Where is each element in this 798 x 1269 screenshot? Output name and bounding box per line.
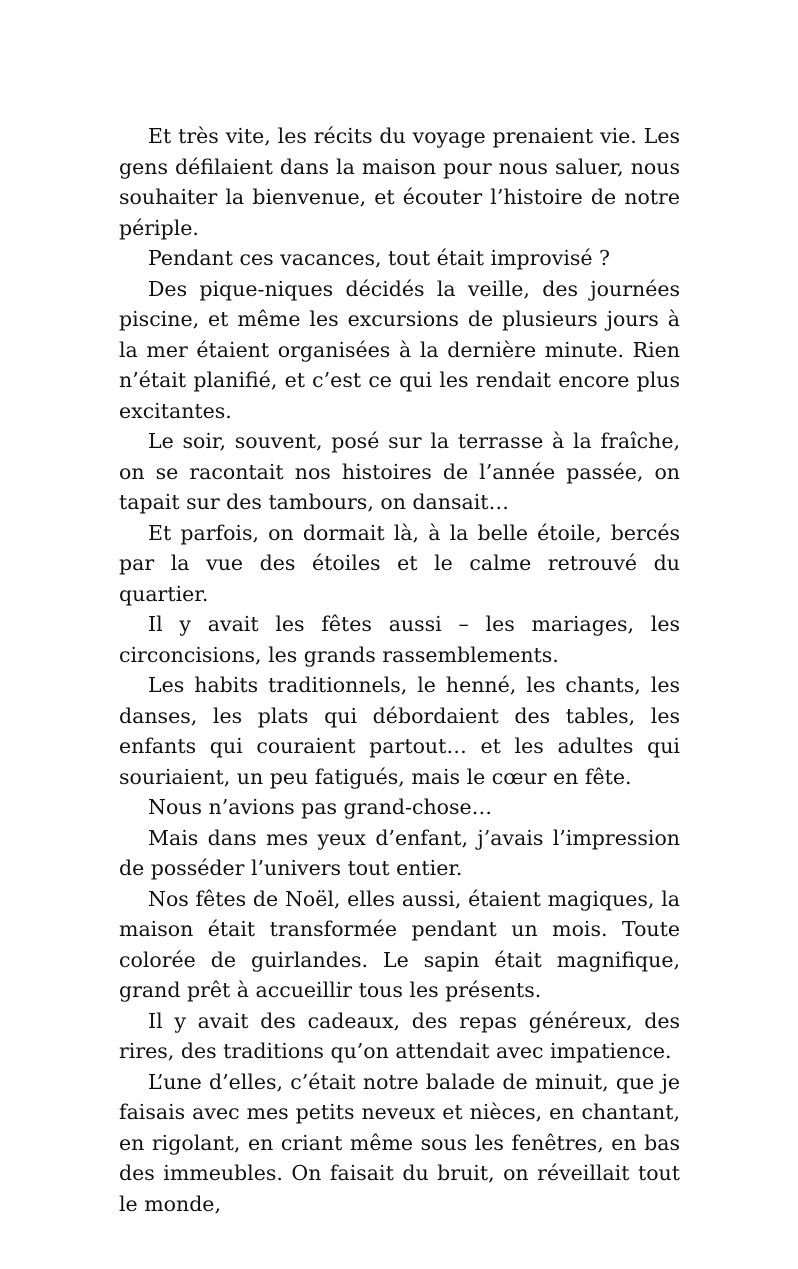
paragraph: L’une d’elles, c’était notre balade de minuit, que je faisais avec mes petits neveux et nièces, en chantant, en rigolant, en criant même sous les fenêtres, en bas des immeubles. On faisait du bruit, on réveillait tout le monde, <box>119 1069 680 1216</box>
paragraph: Des pique-niques décidés la veille, des journées piscine, et même les excursions de plusieurs jours à la mer étaient organisées à la dernière minute. Rien n’était planifié, et c’est ce qui les rendait encore plus excitantes. <box>119 276 680 423</box>
paragraph: Il y avait des cadeaux, des repas généreux, des rires, des traditions qu’on attendait avec impatience. <box>119 1008 680 1063</box>
paragraph: Il y avait les fêtes aussi – les mariages, les circoncisions, les grands rassemblements. <box>119 612 680 667</box>
paragraph: Nos fêtes de Noël, elles aussi, étaient magiques, la maison était transformée pendant un mois. Toute colorée de guirlandes. Le sapin était magnifique, grand prêt à accueillir tous les présents. <box>119 886 680 1002</box>
paragraph: Mais dans mes yeux d’enfant, j’avais l’impression de posséder l’univers tout entier. <box>119 825 680 880</box>
paragraph: Nous n’avions pas grand-chose… <box>148 795 493 819</box>
paragraph: Pendant ces vacances, tout était improvisé ? <box>148 246 611 270</box>
paragraph: Et très vite, les récits du voyage prenaient vie. Les gens défilaient dans la maison pour nous saluer, nous souhaiter la bienvenue, et écouter l’histoire de notre périple. <box>119 124 680 240</box>
document-page <box>119 121 680 1219</box>
paragraph: Le soir, souvent, posé sur la terrasse à la fraîche, on se racontait nos histoires de l’année passée, on tapait sur des tambours, on dansait… <box>119 429 680 514</box>
paragraph: Les habits traditionnels, le henné, les chants, les danses, les plats qui débordaient des tables, les enfants qui couraient partout… et les adultes qui souriaient, un peu fatigués, mais le cœur en fête. <box>119 673 680 789</box>
paragraph: Et parfois, on dormait là, à la belle étoile, bercés par la vue des étoiles et le calme retrouvé du quartier. <box>119 520 680 606</box>
